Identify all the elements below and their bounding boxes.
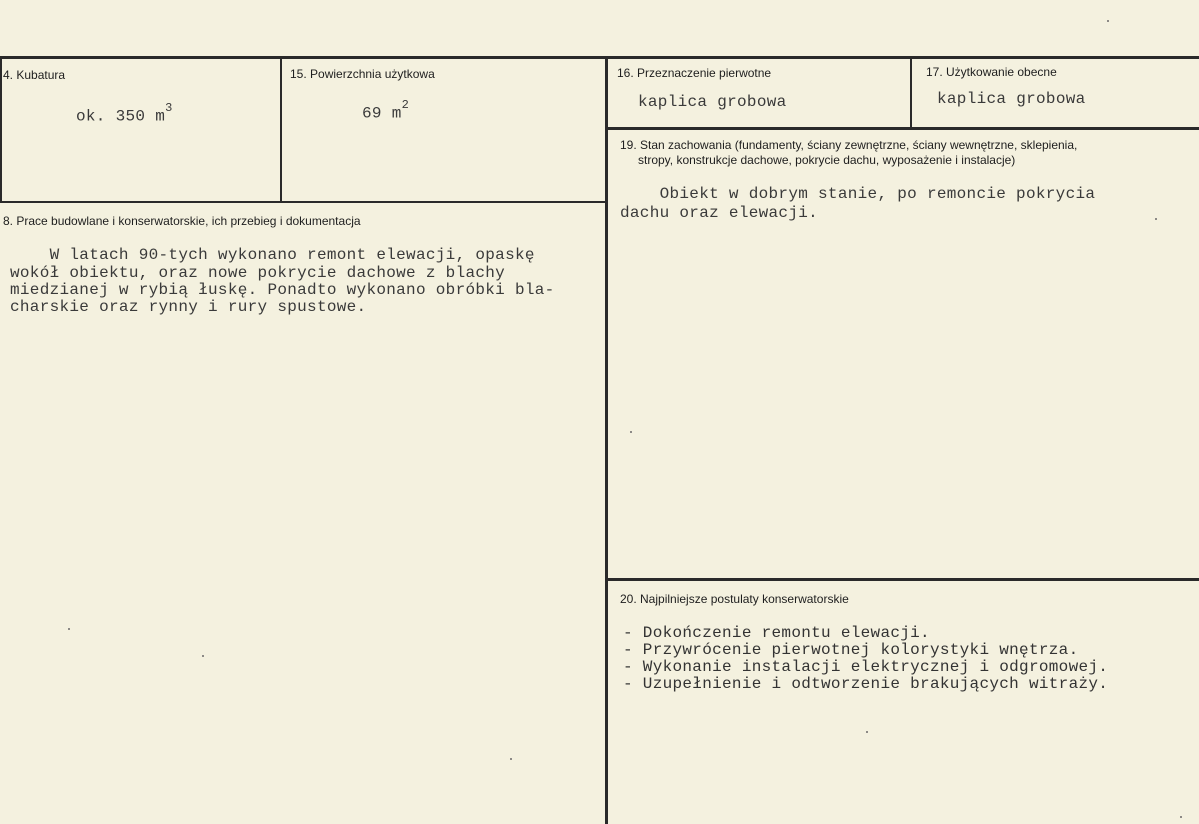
paper-speck	[1155, 218, 1157, 220]
paper-speck	[630, 431, 632, 433]
prace-text-line4: charskie oraz rynny i rury spustowe.	[10, 298, 367, 316]
rule-above-20	[605, 578, 1199, 581]
kubatura-number: ok. 350 m	[76, 107, 166, 126]
paper-speck	[1180, 816, 1182, 818]
prace-text-line3: miedzianej w rybią łuskę. Ponadto wykonano obróbki bla-	[10, 281, 555, 299]
divider-kubatura-powierzchnia	[280, 56, 282, 202]
stan-label-line1: 19. Stan zachowania (fundamenty, ściany zewnętrzne, ściany wewnętrzne, sklepienia,	[620, 138, 1078, 152]
przeznaczenie-value: kaplica grobowa	[638, 93, 787, 111]
paper-speck	[866, 731, 868, 733]
kubatura-value	[76, 103, 173, 125]
stan-label-line2: stropy, konstrukcje dachowe, pokrycie dachu, wyposażenie i instalacje)	[638, 153, 1016, 167]
divider-main-vertical	[605, 56, 608, 824]
rule-under-4-15	[0, 201, 607, 203]
powierzchnia-number: 69 m	[362, 104, 402, 123]
kubatura-label: 4. Kubatura	[3, 68, 66, 82]
stan-text-line2: dachu oraz elewacji.	[620, 204, 819, 222]
prace-text-line1: W latach 90-tych wykonano remont elewacji, opaskę	[10, 246, 535, 264]
list-item: - Dokończenie remontu elewacji.	[623, 624, 930, 642]
paper-speck	[510, 758, 512, 760]
divider-16-17	[910, 56, 912, 129]
list-item: - Przywrócenie pierwotnej kolorystyki wnętrza.	[623, 641, 1079, 659]
uzytkowanie-value: kaplica grobowa	[937, 90, 1086, 108]
paper-speck	[202, 655, 204, 657]
uzytkowanie-label: 17. Użytkowanie obecne	[926, 65, 1057, 79]
prace-label: 8. Prace budowlane i konserwatorskie, ich przebieg i dokumentacja	[3, 214, 361, 228]
powierzchnia-unit-exponent: 2	[401, 98, 410, 112]
przeznaczenie-label: 16. Przeznaczenie pierwotne	[617, 66, 772, 80]
top-rule	[0, 56, 1199, 59]
stan-text-line1: Obiekt w dobrym stanie, po remoncie pokrycia	[620, 185, 1096, 203]
postulaty-list	[623, 625, 1108, 693]
paper-speck	[68, 628, 70, 630]
rule-under-16-17	[605, 127, 1199, 130]
paper-speck	[1107, 20, 1109, 22]
list-item: - Uzupełnienie i odtworzenie brakujących witraży.	[623, 675, 1109, 693]
left-rule-top	[0, 56, 2, 202]
list-item: - Wykonanie instalacji elektrycznej i odgromowej.	[623, 658, 1109, 676]
powierzchnia-value	[362, 100, 409, 122]
kubatura-unit-exponent: 3	[165, 101, 173, 115]
postulaty-label: 20. Najpilniejsze postulaty konserwatorskie	[620, 592, 849, 606]
prace-text-line2: wokół obiektu, oraz nowe pokrycie dachowe z blachy	[10, 264, 506, 282]
powierzchnia-label: 15. Powierzchnia użytkowa	[290, 67, 435, 81]
